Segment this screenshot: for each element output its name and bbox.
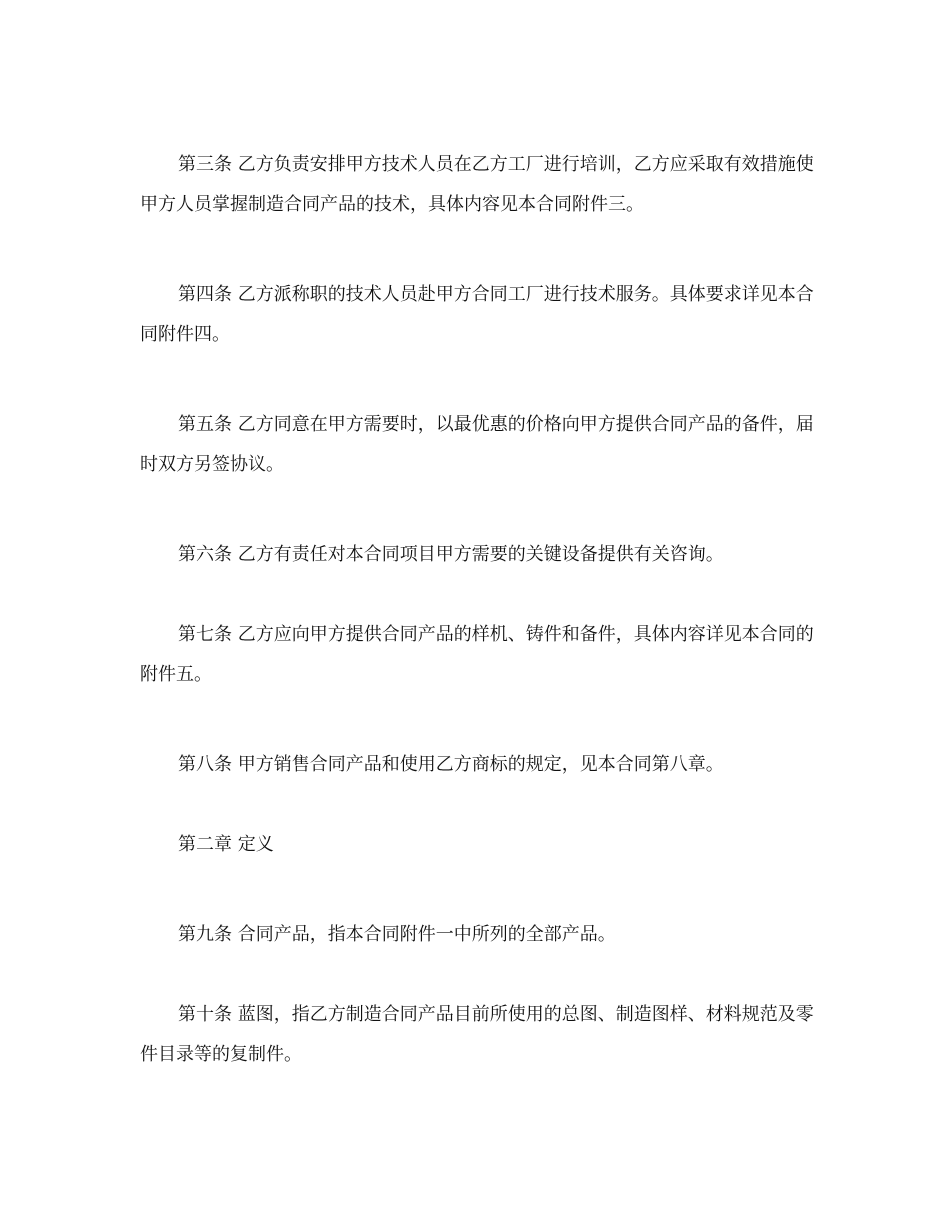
article-9-paragraph: 第九条 合同产品，指本合同附件一中所列的全部产品。 <box>178 924 616 945</box>
article-8-paragraph: 第八条 甲方销售合同产品和使用乙方商标的规定，见本合同第八章。 <box>178 754 724 775</box>
article-3-paragraph: 第三条 乙方负责安排甲方技术人员在乙方工厂进行培训，乙方应采取有效措施使甲方人员掌握制造合同产品的技术，具体内容见本合同附件三。 <box>140 154 814 215</box>
article-7-paragraph: 第七条 乙方应向甲方提供合同产品的样机、铸件和备件，具体内容详见本合同的附件五。 <box>140 624 814 685</box>
article-5-paragraph: 第五条 乙方同意在甲方需要时，以最优惠的价格向甲方提供合同产品的备件，届时双方另签协议。 <box>140 414 814 475</box>
article-4-paragraph: 第四条 乙方派称职的技术人员赴甲方合同工厂进行技术服务。具体要求详见本合同附件四。 <box>140 284 814 345</box>
article-10-paragraph: 第十条 蓝图，指乙方制造合同产品目前所使用的总图、制造图样、材料规范及零件目录等的复制件。 <box>140 1004 814 1065</box>
chapter-2-heading: 第二章 定义 <box>178 834 274 855</box>
article-6-paragraph: 第六条 乙方有责任对本合同项目甲方需要的关键设备提供有关咨询。 <box>178 544 724 565</box>
